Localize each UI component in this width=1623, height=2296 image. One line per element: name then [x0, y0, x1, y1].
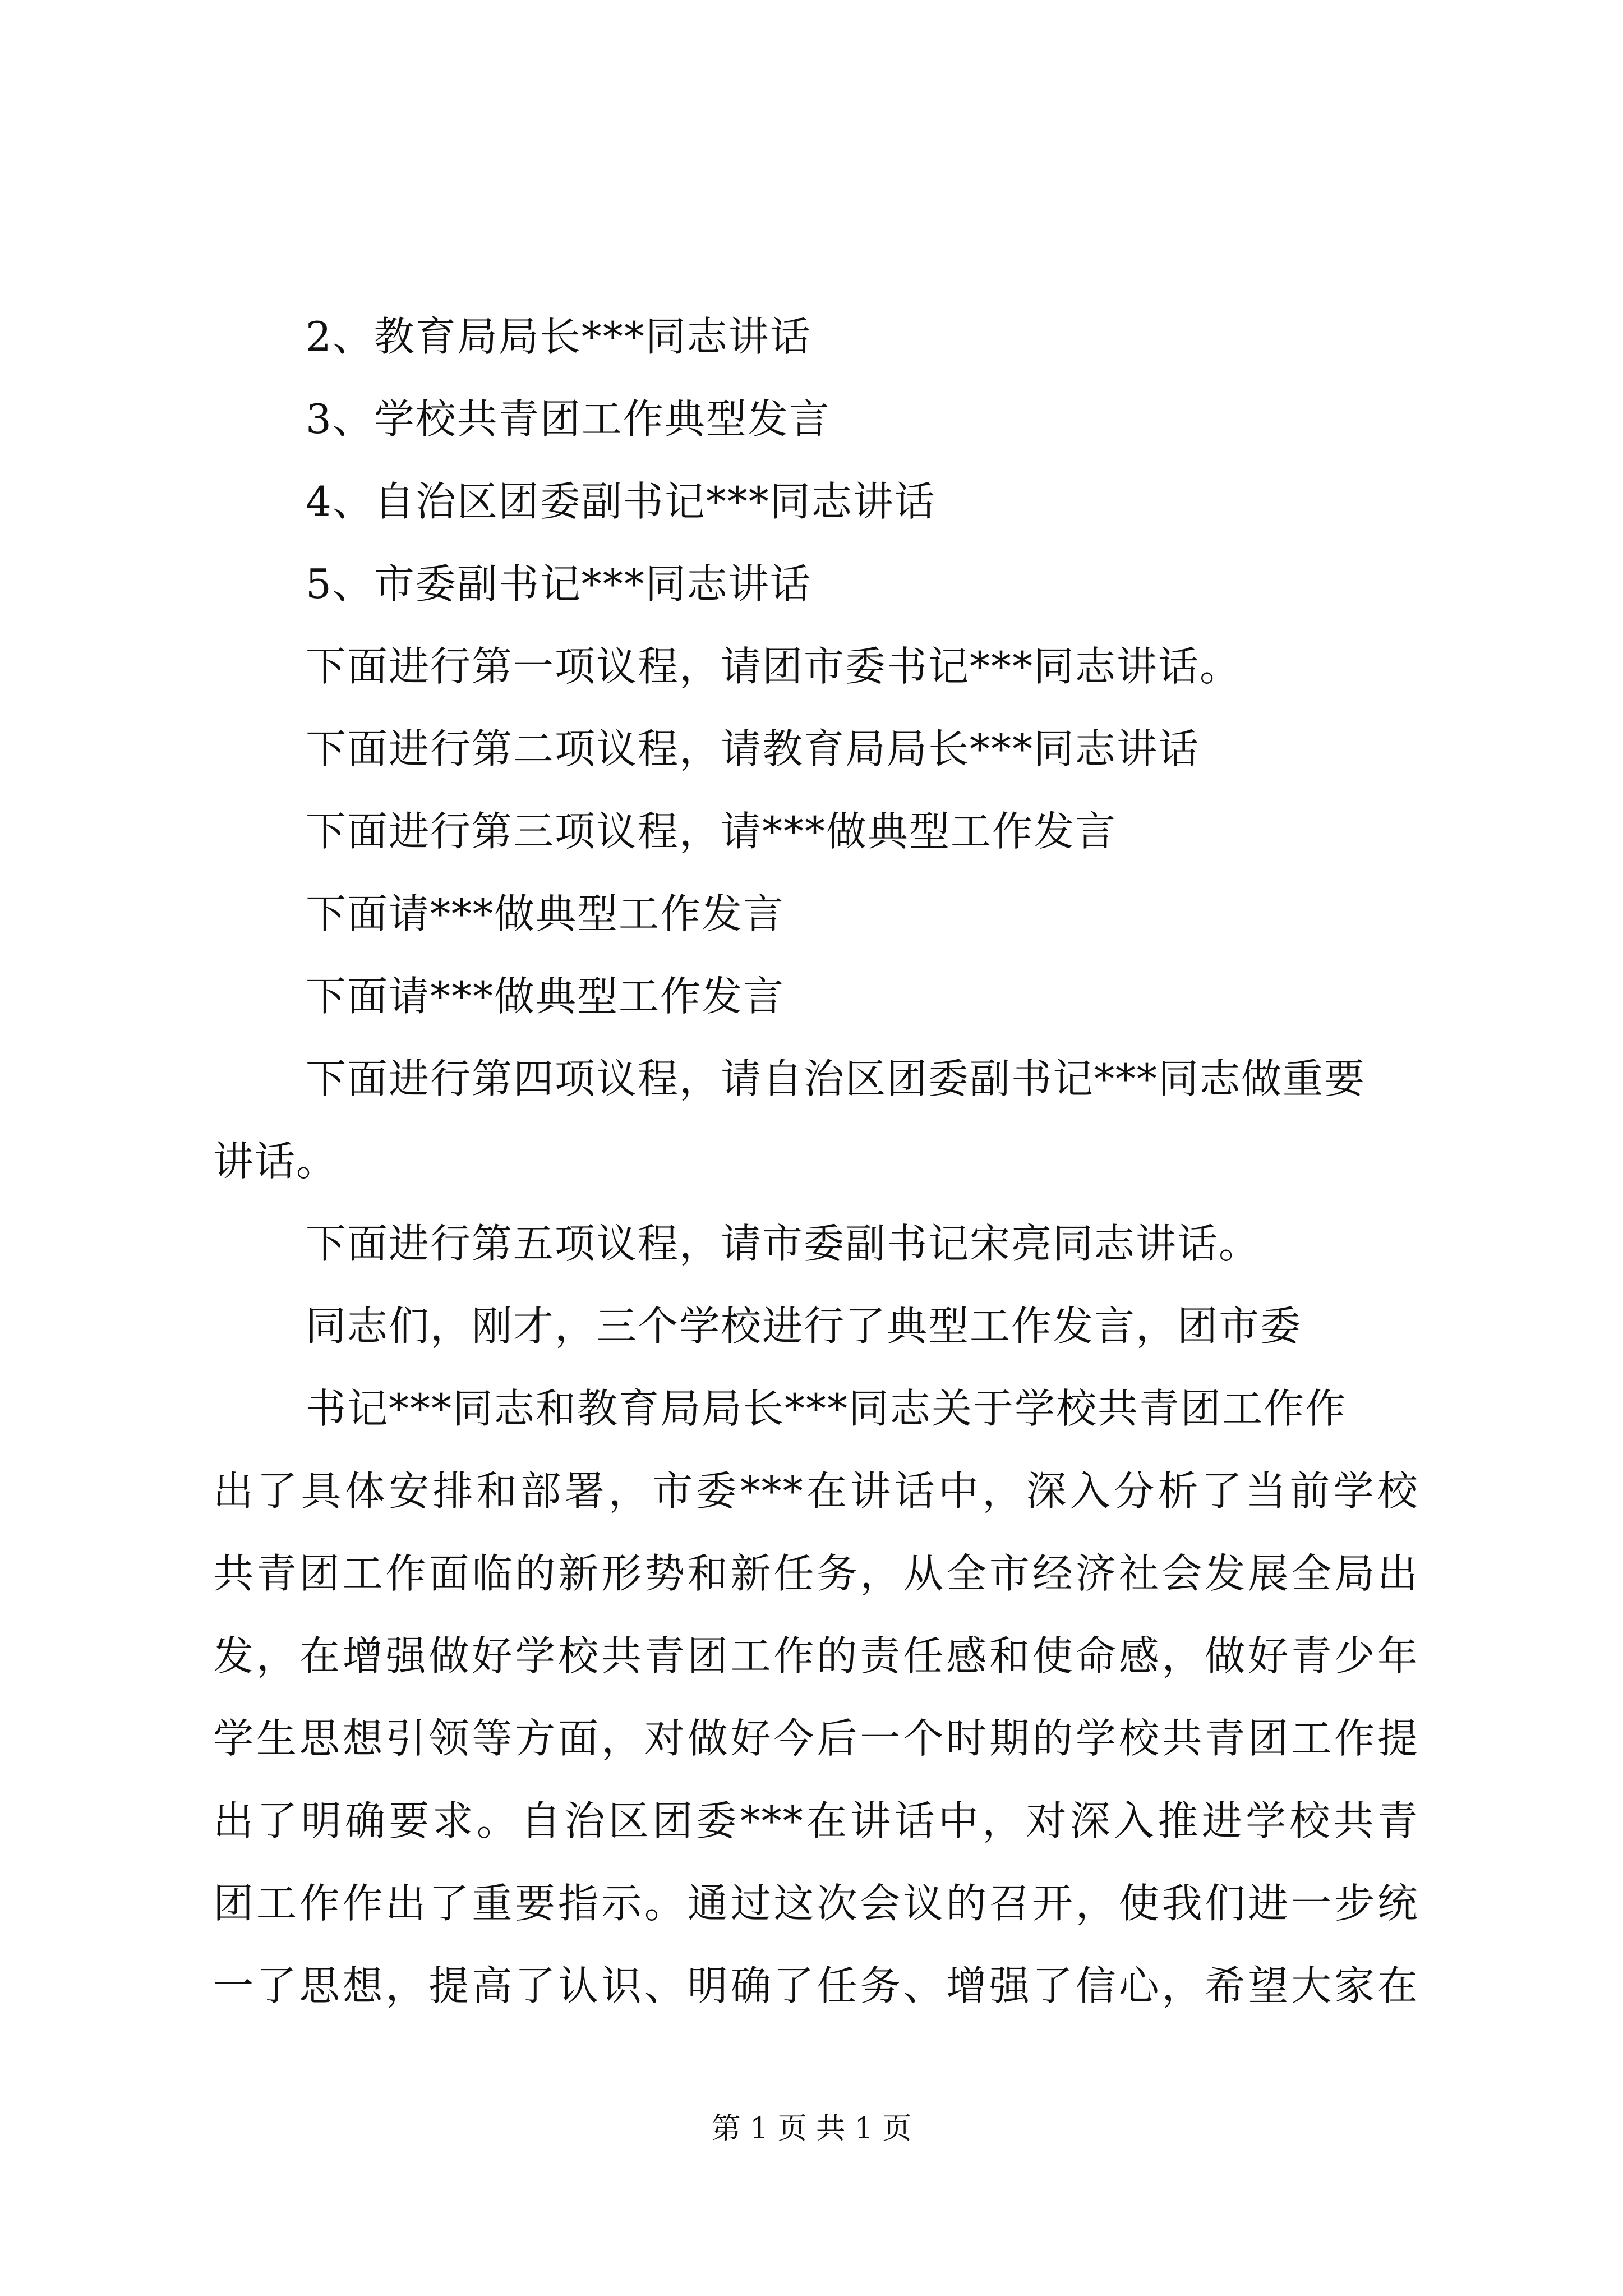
- agenda-item-2: 2、教育局局长***同志讲话: [306, 313, 811, 360]
- page-footer: 第 1 页 共 1 页: [711, 2112, 912, 2146]
- summary-paragraph-line: 发，在增强做好学校共青团工作的责任感和使命感，做好青少年: [213, 1632, 1419, 1680]
- agenda-item-5: 5、市委副书记***同志讲话: [306, 560, 811, 608]
- agenda-step-4-continuation: 讲话。: [213, 1138, 338, 1185]
- summary-paragraph-line: 出了具体安排和部署，市委***在讲话中，深入分析了当前学校: [213, 1467, 1419, 1515]
- agenda-item-3: 3、学校共青团工作典型发言: [306, 395, 831, 443]
- summary-paragraph-line: 学生思想引领等方面，对做好今后一个时期的学校共青团工作提: [213, 1715, 1419, 1762]
- agenda-step-3: 下面进行第三项议程，请***做典型工作发言: [306, 808, 1117, 855]
- summary-paragraph-line: 一了思想，提高了认识、明确了任务、增强了信心，希望大家在: [213, 1962, 1419, 2009]
- summary-paragraph-line: 同志们，刚才，三个学校进行了典型工作发言，团市委: [306, 1303, 1302, 1350]
- agenda-step-1: 下面进行第一项议程，请团市委书记***同志讲话。: [306, 643, 1242, 690]
- summary-paragraph-line: 团工作作出了重要指示。通过这次会议的召开，使我们进一步统: [213, 1880, 1419, 1927]
- agenda-item-4: 4、自治区团委副书记***同志讲话: [306, 478, 936, 525]
- agenda-step-5: 下面进行第五项议程，请市委副书记宋亮同志讲话。: [306, 1220, 1261, 1267]
- summary-paragraph-line: 出了明确要求。自治区团委***在讲话中，对深入推进学校共青: [213, 1797, 1419, 1844]
- summary-paragraph-line: 书记***同志和教育局局长***同志关于学校共青团工作作: [306, 1385, 1347, 1432]
- speaker-line: 下面请***做典型工作发言: [306, 890, 785, 937]
- speaker-line: 下面请***做典型工作发言: [306, 973, 785, 1020]
- agenda-step-4: 下面进行第四项议程，请自治区团委副书记***同志做重要: [306, 1055, 1366, 1102]
- agenda-step-2: 下面进行第二项议程，请教育局局长***同志讲话: [306, 725, 1200, 772]
- summary-paragraph-line: 共青团工作面临的新形势和新任务，从全市经济社会发展全局出: [213, 1550, 1419, 1597]
